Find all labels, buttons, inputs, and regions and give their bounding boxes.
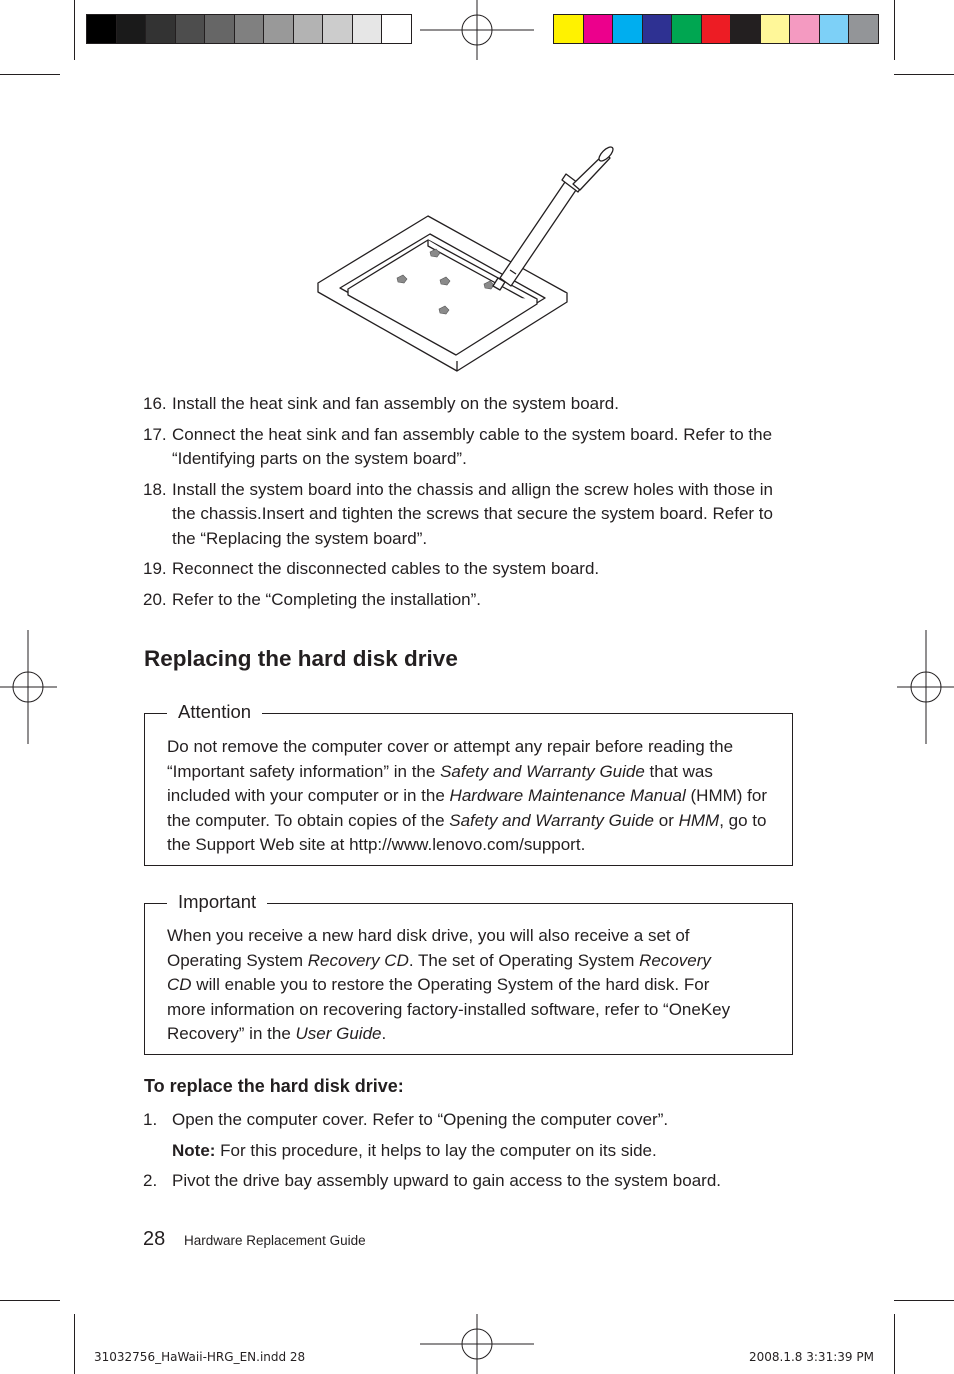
color-swatch	[760, 15, 790, 43]
list-item: 17. Connect the heat sink and fan assembly cable to the system board. Refer to the “Identifying parts on the system board”.	[143, 424, 773, 468]
color-swatch	[583, 15, 613, 43]
attention-title: Attention	[167, 701, 262, 723]
color-swatch	[671, 15, 701, 43]
color-swatch	[293, 15, 323, 43]
procedure-steps	[143, 1108, 793, 1200]
section-title: Replacing the hard disk drive	[144, 646, 458, 671]
color-swatch	[352, 15, 382, 43]
color-swatch	[204, 15, 234, 43]
color-swatch	[234, 15, 264, 43]
slug-timestamp: 2008.1.8 3:31:39 PM	[749, 1350, 874, 1364]
list-item: 20. Refer to the “Completing the installation”.	[143, 589, 481, 609]
color-swatch	[263, 15, 293, 43]
color-swatch	[848, 15, 878, 43]
slug-filename: 31032756_HaWaii-HRG_EN.indd 28	[94, 1350, 306, 1364]
color-swatch	[87, 15, 116, 43]
important-notice	[144, 891, 793, 1055]
process-color-bar	[553, 14, 879, 44]
color-swatch	[701, 15, 731, 43]
color-swatch	[819, 15, 849, 43]
color-swatch	[381, 15, 411, 43]
color-swatch	[322, 15, 352, 43]
list-item: 16. Install the heat sink and fan assembly on the system board.	[143, 394, 619, 413]
color-swatch	[145, 15, 175, 43]
page-number: 28	[143, 1228, 166, 1250]
color-swatch	[789, 15, 819, 43]
important-body: When you receive a new hard disk drive, you will also receive a set of Operating System Recovery CD. The set of Operating System Recovery CD will enable you to restore the Operating System of the hard disk. For more information on recovering factory-installed software, refer to “OneKey Recovery” in the User Guide.	[167, 926, 731, 1043]
color-swatch	[612, 15, 642, 43]
procedure-title: To replace the hard disk drive:	[144, 1076, 404, 1096]
attention-notice	[144, 701, 793, 866]
color-swatch	[554, 15, 583, 43]
list-item: 1. Open the computer cover. Refer to “Opening the computer cover”.	[143, 1110, 669, 1129]
running-footer: Hardware Replacement Guide	[184, 1233, 366, 1248]
color-swatch	[642, 15, 672, 43]
list-item: 18. Install the system board into the chassis and allign the screw holes with those in the chassis.Insert and tighten the screws that secure the system board. Refer to the “Replacing the system board”.	[143, 479, 773, 548]
note: Note: For this procedure, it helps to lay the computer on its side.	[172, 1140, 657, 1160]
grayscale-color-bar	[86, 14, 412, 44]
attention-body: Do not remove the computer cover or attempt any repair before reading the “Important safety information” in the Safety and Warranty Guide that was included with your computer or in the Hardware Maintenance Manual (HMM) for the computer. To obtain copies of the Safety and Warranty Guide or HMM, go to the Support Web site at http://www.lenovo.com/support.	[167, 737, 768, 854]
list-item: 2. Pivot the drive bay assembly upward to gain access to the system board.	[143, 1171, 721, 1190]
color-swatch	[175, 15, 205, 43]
color-swatch	[116, 15, 146, 43]
color-swatch	[730, 15, 760, 43]
cpu-thermal-grease-syringe-icon	[310, 140, 630, 380]
installation-steps	[143, 392, 793, 618]
important-title: Important	[167, 891, 267, 913]
list-item: 19. Reconnect the disconnected cables to the system board.	[143, 559, 600, 578]
